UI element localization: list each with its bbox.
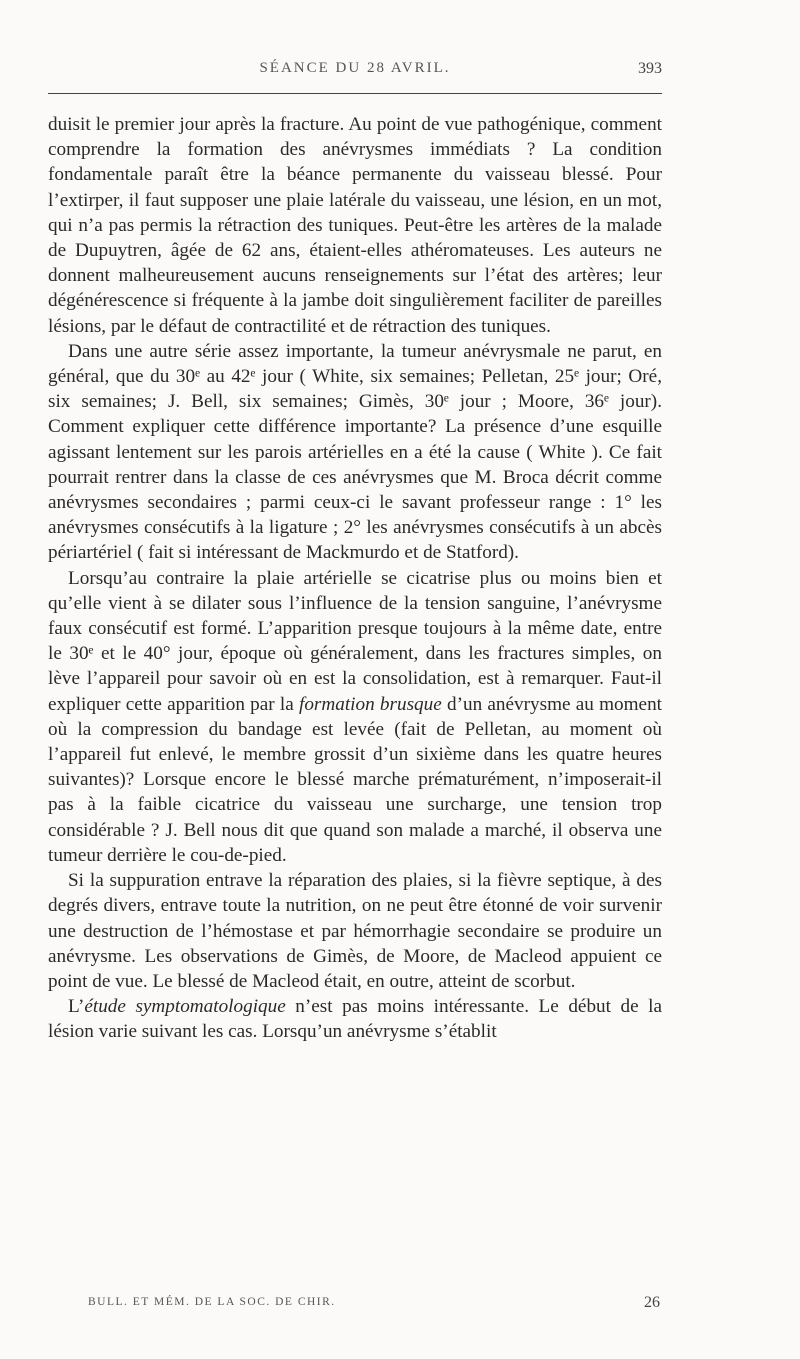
italic-phrase: étude symptomatologique	[84, 996, 286, 1018]
paragraph	[48, 994, 662, 1044]
text-run: Lorsqu’au contraire la plaie artérielle se cicatrise plus ou moins bien et qu’elle vient à se dilater sous l’influence de la tension sanguine, l’anévrysme faux consécutif est formé. L’apparition presque toujours à la même date, entre le 30ᵉ et le 40° jour, époque où généralement, dans les fractures simples, on lève l’appareil pour savoir où en est la consolidation, est à remarquer. Faut-il expliquer cette apparition par la	[48, 567, 662, 715]
paragraph	[48, 868, 662, 994]
text-run: d’un anévrysme au moment où la compression du bandage est levée (fait de Pelletan, au moment où l’appareil fut enlevé, le membre grossit d’un sixième dans les quatre heures suivantes)? Lorsque encore le blessé marche prématurément, n’imposerait-il pas à la faible cicatrice du vaisseau une surcharge, une tension trop considérable ? J. Bell nous dit que quand son malade a marché, il observa une tumeur derrière le cou-de-pied.	[48, 693, 662, 866]
body-text	[48, 112, 662, 1045]
page-number: 393	[638, 60, 662, 77]
journal-signature: BULL. ET MÉM. DE LA SOC. DE CHIR.	[88, 1296, 336, 1308]
text-run: n’est pas moins intéressante. Le début de la lésion varie suivant les cas. Lorsqu’un anévrysme s’établit	[48, 996, 662, 1043]
text-run: duisit le premier jour après la fracture. Au point de vue pathogénique, comment comprendre la formation des anévrysmes immédiats ? La condition fondamentale paraît être la béance permanente du vaisseau blessé. Pour l’extirper, il faut supposer une plaie latérale du vaisseau, une lésion, en un mot, qui n’a pas permis la rétraction des tuniques. Peut-être les artères de la malade de Dupuytren, âgée de 62 ans, étaient-elles athéromateuses. Les auteurs ne donnent malheureusement aucuns renseignements sur l’état des artères; leur dégénérescence si fréquente à la jambe doit singulièrement faciliter de pareilles lésions, par le défaut de contractilité et de rétraction des tuniques.	[48, 114, 662, 337]
running-head: SÉANCE DU 28 AVRIL.	[259, 60, 451, 76]
text-run: L’	[68, 996, 85, 1018]
text-run: Dans une autre série assez importante, la tumeur anévrysmale ne parut, en général, que du 30ᵉ au 42ᵉ jour ( White, six semaines; Pelletan, 25ᵉ jour; Oré, six semaines; J. Bell, six semaines; Gimès, 30ᵉ jour ; Moore, 36ᵉ jour). Comment expliquer cette différence importante? La présence d’une esquille agissant lentement sur les parois artérielles en a été la cause ( White ). Ce fait pourrait rentrer dans la classe de ces anévrysmes que M. Broca décrit comme anévrysmes secondaires ; parmi ceux-ci le savant professeur range : 1° les anévrysmes consécutifs à la ligature ; 2° les anévrysmes consécutifs à un abcès périartériel ( fait si intéressant de Mackmurdo et de Statford).	[48, 340, 662, 564]
page-footer	[80, 1296, 660, 1320]
text-run: Si la suppuration entrave la réparation des plaies, si la fièvre septique, à des degrés divers, entrave toute la nutrition, on ne peut être étonné de voir survenir une destruction de l’hémostase et par hémorrhagie secondaire se produire un anévrysme. Les observations de Gimès, de Moore, de Macleod appuient ce point de vue. Le blessé de Macleod était, en outre, atteint de scorbut.	[48, 870, 662, 992]
sheet-signature-number: 26	[644, 1294, 660, 1311]
italic-phrase: formation brusque	[299, 693, 442, 715]
page-header	[48, 60, 662, 90]
paragraph	[48, 112, 662, 339]
header-rule	[48, 93, 662, 94]
paragraph	[48, 339, 662, 566]
paragraph	[48, 566, 662, 868]
